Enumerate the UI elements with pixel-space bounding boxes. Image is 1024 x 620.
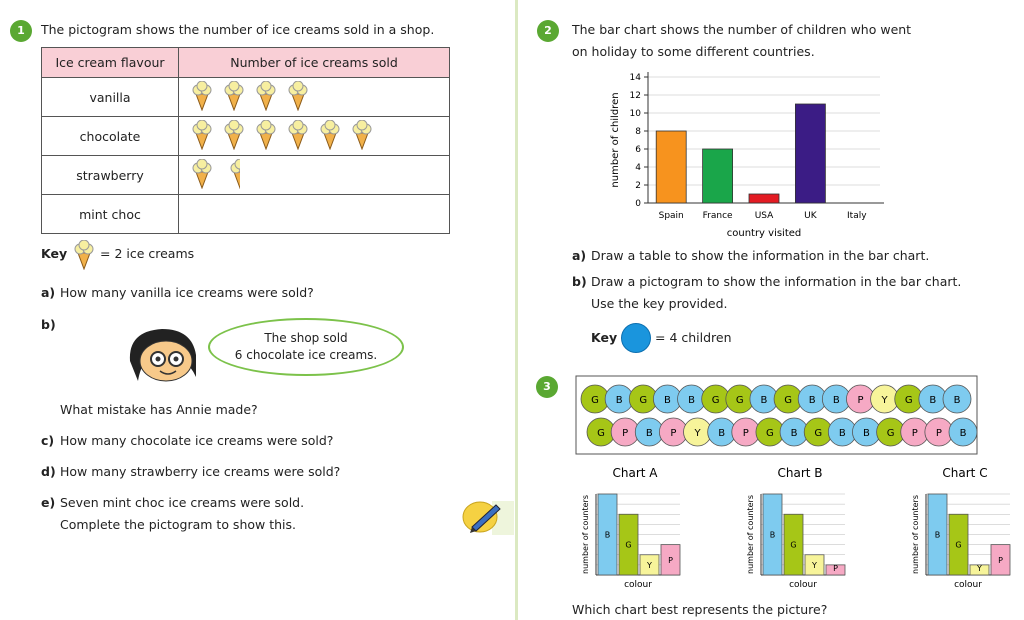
ice-cream-icon [223,120,245,153]
icons-cell[interactable] [179,195,450,234]
q2b-text-1: Draw a pictogram to show the information in the bar chart. [591,274,962,289]
counter-label: B [953,395,961,406]
ice-cream-icon [351,120,373,153]
counter-label: B [718,428,726,439]
y-axis-label: number of counters [911,495,920,574]
chart-title: Chart B [777,466,823,480]
table-header-flavour: Ice cream flavour [42,48,179,78]
x-axis-label: colour [954,580,982,590]
chart-title: Chart C [942,466,988,480]
counter-label: P [622,428,629,439]
bubble-line-1: The shop sold [264,331,348,345]
table-row [42,195,450,234]
counter-label: P [911,428,918,439]
icons-cell [179,156,450,195]
flavour-cell: chocolate [42,117,179,156]
counter-label: G [886,428,895,439]
counter-label: G [711,395,720,406]
chart-c [910,462,1020,592]
counter-label: B [808,395,816,406]
half-ice-cream-icon [223,159,245,192]
counter-label: Y [694,428,701,439]
counter-label: G [639,395,648,406]
counter-label: G [814,428,823,439]
q1b-text: What mistake has Annie made? [60,402,258,417]
bar-label: Y [977,563,982,573]
x-tick-label: USA [754,211,774,221]
q2b-label: b) [572,274,587,289]
q1-key-label: Key [41,246,68,261]
table-row [42,156,450,195]
y-tick-label: 0 [635,199,641,209]
counter-label: B [959,428,967,439]
bar [749,194,779,203]
child-key-icon [621,323,651,353]
counter-label: G [597,428,605,439]
q1-key-value: = 2 ice creams [100,246,195,261]
counter-label: G [904,395,913,406]
x-tick-label: UK [804,211,817,221]
annie-face-icon [126,325,206,389]
x-axis-label: colour [624,580,652,590]
y-axis-label: number of counters [581,495,590,574]
page-divider [515,0,518,620]
q2a-text: Draw a table to show the information in the bar chart. [591,248,930,263]
y-tick-label: 10 [629,109,641,119]
bar-label: Y [812,560,817,570]
counter-label: Y [881,395,888,406]
x-tick-label: France [702,211,733,221]
ice-cream-icon [255,81,277,114]
counter-label: B [790,428,798,439]
q1-intro: The pictogram shows the number of ice creams sold in a shop. [41,22,435,37]
x-tick-label: Spain [658,211,684,221]
q2-key-label: Key [591,330,618,345]
ice-cream-icon [191,81,213,114]
q1c-label: c) [41,433,55,448]
flavour-cell: strawberry [42,156,179,195]
q2-intro-1: The bar chart shows the number of children who went [572,22,912,37]
speech-bubble [208,318,404,376]
ice-cream-icon [223,81,245,114]
bar-label: B [934,530,941,540]
chart-title: Chart A [612,466,658,480]
q1c-text: How many chocolate ice creams were sold? [60,433,334,448]
x-axis-label: colour [789,580,817,590]
q1d-text: How many strawberry ice creams were sold? [60,464,341,479]
ice-cream-icon [287,81,309,114]
q1a-label: a) [41,285,56,300]
icons-cell [179,117,450,156]
y-axis-label: number of children [610,92,621,188]
bar [656,131,686,203]
ice-cream-icon [73,240,95,274]
q1d-label: d) [41,464,56,479]
y-tick-label: 8 [635,127,641,137]
question-number-3: 3 [536,376,558,398]
icons-cell [179,78,450,117]
counter-label: P [935,428,942,439]
chart-a [580,462,690,592]
y-tick-label: 4 [635,163,641,173]
q2-key-value: = 4 children [655,330,732,345]
table-header-sold: Number of ice creams sold [179,48,450,78]
q1e-text-1: Seven mint choc ice creams were sold. [60,495,305,510]
y-tick-label: 6 [635,145,641,155]
y-tick-label: 14 [629,73,641,83]
q2-intro-2: on holiday to some different countries. [572,44,815,59]
counter-label: G [784,395,792,406]
bar-label: G [790,540,797,550]
q1e-text-2: Complete the pictogram to show this. [60,517,296,532]
q1e-label: e) [41,495,56,510]
ice-cream-icon [319,120,341,153]
bar-label: P [668,555,673,565]
q2a-label: a) [572,248,587,263]
ice-cream-icon [287,120,309,153]
q3-question: Which chart best represents the picture? [572,602,828,617]
ice-cream-icon [255,120,277,153]
counter-label: G [766,428,774,439]
counter-label: B [760,395,768,406]
counter-label: B [929,395,937,406]
bar-label: Y [647,560,652,570]
bar-label: P [833,563,838,573]
chart-b [745,462,855,592]
bar [703,149,733,203]
y-axis-label: number of counters [746,495,755,574]
bubble-line-2: 6 chocolate ice creams. [234,348,378,362]
ice-cream-icon [191,159,213,192]
counters-picture [575,375,978,455]
q1b-label: b) [41,317,56,332]
q1a-text: How many vanilla ice creams were sold? [60,285,314,300]
counter-label: G [735,395,744,406]
x-axis-label: country visited [726,228,802,239]
question-number-1: 1 [10,20,32,42]
flavour-cell: vanilla [42,78,179,117]
ice-cream-icon [191,120,213,153]
q2b-text-2: Use the key provided. [591,296,728,311]
counter-label: B [645,428,653,439]
counter-label: P [670,428,677,439]
y-tick-label: 2 [635,181,641,191]
y-tick-label: 12 [629,91,641,101]
pencil-icon [462,499,514,543]
bar-label: G [625,540,632,550]
x-tick-label: Italy [847,211,867,221]
counter-label: G [591,395,599,406]
counter-label: P [742,428,749,439]
bar-label: G [955,540,962,550]
table-row [42,78,450,117]
table-row [42,117,450,156]
bar [795,104,825,203]
counter-label: B [615,395,623,406]
question-number-2: 2 [537,20,559,42]
counter-label: B [688,395,695,406]
counter-label: B [832,395,840,406]
bar-label: B [604,530,611,540]
counter-label: B [838,428,846,439]
flavour-cell: mint choc [42,195,179,234]
pictogram-table [41,47,450,234]
counter-label: B [663,395,671,406]
bar-label: P [998,555,1003,565]
counter-label: P [857,395,864,406]
bar-label: B [769,530,776,540]
holiday-bar-chart [600,70,890,245]
counter-label: B [863,428,870,439]
